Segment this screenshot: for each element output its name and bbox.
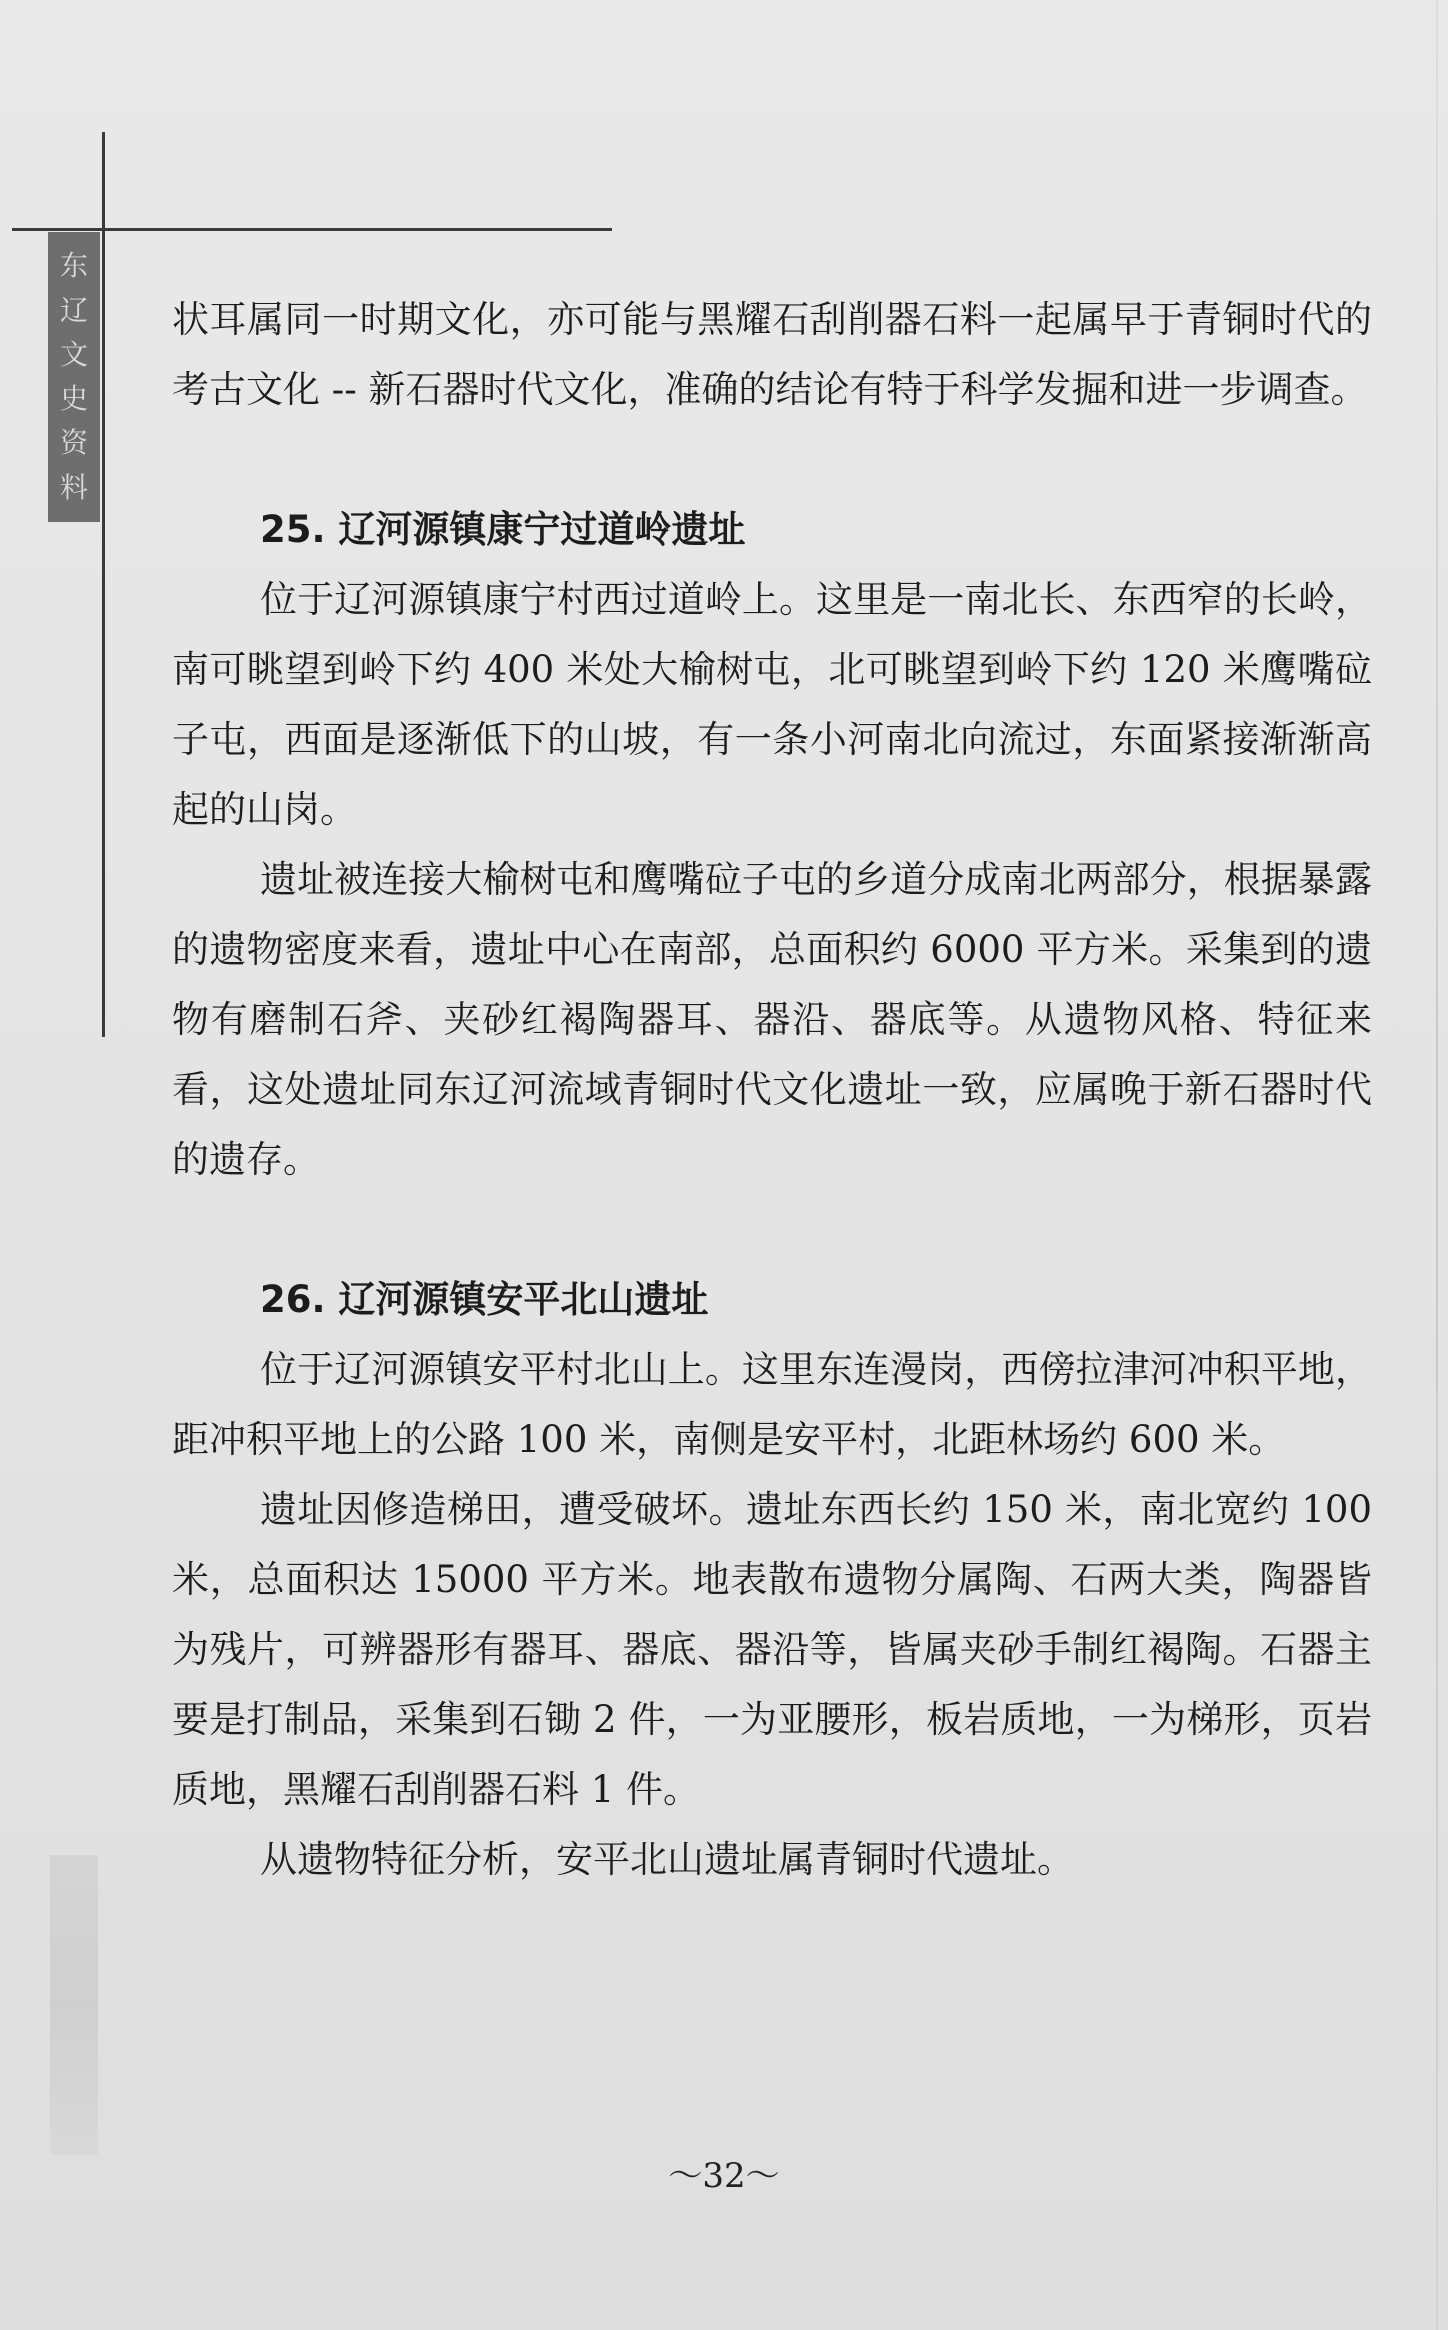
series-title-char: 文: [59, 337, 88, 371]
paragraph-conclusion-26: 从遗物特征分析，安平北山遗址属青铜时代遗址。: [260, 1838, 1074, 1881]
series-title-char: 东: [59, 249, 88, 283]
paragraph-location-25: 位于辽河源镇康宁村西过道岭上。这里是一南北长、东西窄的长岭，南可眺望到岭下约 400 米处大榆树屯，北可眺望到岭下约 120 米鹰嘴砬子屯，西面是逐渐低下的山坡，有一条小河南北向流过，东面紧接渐渐高起的山岗。: [172, 578, 1372, 831]
bleed-through-tab: [50, 1855, 98, 2155]
section-heading-25: 25. 辽河源镇康宁过道岭遗址: [260, 508, 746, 551]
series-title-char: 资: [59, 426, 88, 460]
paragraph-description-25: 遗址被连接大榆树屯和鹰嘴砬子屯的乡道分成南北两部分，根据暴露的遗物密度来看，遗址中心在南部，总面积约 6000 平方米。采集到的遗物有磨制石斧、夹砂红褐陶器耳、器沿、器底等。从遗物风格、特征来看，这处遗址同东辽河流域青铜时代文化遗址一致，应属晚于新石器时代的遗存。: [172, 858, 1372, 1181]
page-edge-shadow: [1436, 0, 1438, 2330]
paragraph-continued: 状耳属同一时期文化，亦可能与黑耀石刮削器石料一起属早于青铜时代的考古文化 -- 新石器时代文化，准确的结论有特于科学发掘和进一步调查。: [172, 298, 1372, 411]
body-text: [172, 285, 1372, 1895]
series-title-char: 料: [59, 470, 88, 504]
section-spacer: [172, 425, 1372, 495]
page-number: ～32～: [668, 2156, 780, 2196]
paragraph-description-26: 遗址因修造梯田，遭受破坏。遗址东西长约 150 米，南北宽约 100 米，总面积达 15000 平方米。地表散布遗物分属陶、石两大类，陶器皆为残片，可辨器形有器耳、器底、器沿等，皆属夹砂手制红褐陶。石器主要是打制品，采集到石锄 2 件，一为亚腰形，板岩质地，一为梯形，页岩质地，黑耀石刮削器石料 1 件。: [172, 1488, 1372, 1811]
series-title-char: 史: [59, 382, 88, 416]
section-heading-26: 26. 辽河源镇安平北山遗址: [260, 1278, 709, 1321]
series-title-char: 辽: [59, 293, 88, 327]
section-spacer: [172, 1195, 1372, 1265]
margin-rule: [102, 132, 105, 1037]
series-title-tab: [48, 232, 100, 522]
paragraph-location-26: 位于辽河源镇安平村北山上。这里东连漫岗，西傍拉津河冲积平地，距冲积平地上的公路 100 米，南侧是安平村，北距林场约 600 米。: [172, 1348, 1372, 1461]
